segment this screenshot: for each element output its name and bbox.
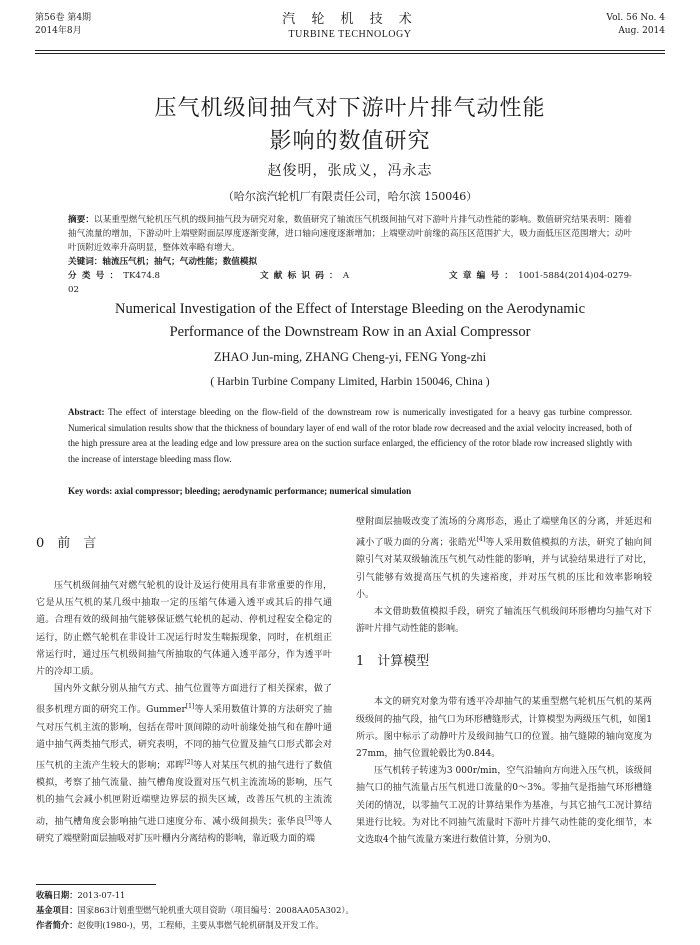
- paragraph-text: 国内外文献分别从抽气方式、抽气位置等方面进行了相关探索，做了很多机理方面的研究工作。Gummer: [36, 684, 332, 716]
- citation-ref: [2]: [184, 759, 193, 767]
- article-label: 文章编号：: [449, 271, 519, 281]
- affiliation-en: ( Harbin Turbine Company Limited, Harbin 150046, China ): [210, 376, 490, 388]
- keywords-en: [68, 486, 632, 496]
- header-date-cn: 2014年8月: [35, 26, 82, 36]
- abstract-cn-text: 以某重型燃气轮机压气机的级间抽气段为研究对象，数值研究了轴流压气机级间抽气对下游叶片排气动性能的影响。数值研究结果表明：随着抽气流量的增加，下游动叶上端壁附面层厚度逐渐变薄，进口轴向速度逐渐增加；上端壁动叶前缘的高压区范围扩大，吸力面低压区范围增大；动叶叶顶附近效率升高明显，整体效率略有增大。: [68, 215, 632, 253]
- title-cn-line2: 影响的数值研究: [269, 129, 431, 154]
- header-vol-no: Vol. 56 No. 4: [606, 13, 665, 23]
- citation-ref: [3]: [304, 814, 314, 822]
- received-date: 2013-07-11: [77, 890, 126, 900]
- abstract-cn: [68, 213, 632, 297]
- citation-ref: [4]: [476, 536, 486, 544]
- abstract-cn-label: 摘要：: [68, 215, 95, 225]
- keywords-en-text: axial compressor; bleeding; aerodynamic performance; numerical simulation: [114, 486, 412, 496]
- affiliation-cn: （哈尔滨汽轮机厂有限责任公司，哈尔滨 150046）: [222, 190, 478, 203]
- abstract-en-label: Abstract:: [68, 407, 105, 417]
- received-label: 收稿日期：: [36, 890, 78, 900]
- paper-title-cn: [0, 92, 700, 158]
- body-column-right: [356, 514, 652, 849]
- body-paragraph: 本文的研究对象为带有透平冷却抽气的某重型燃气轮机压气机的某两级级间的抽气段，抽气口为环形槽缝形式，计算模型为两级压气机，如图1所示。图中标示了动静叶片及级间抽气口的位置。抽气缝隙的轴向宽度为27mm，抽气位置轮毂比为0.844。: [356, 697, 652, 760]
- classification-line: [68, 269, 632, 297]
- authors-cn: 赵俊明，张成义，冯永志: [267, 163, 433, 179]
- paragraph-text: 等人对某压气机的抽气进行了数值模拟，考察了抽气流量、抽气槽角度设置对压气机主流流场的影响，压气机的抽气会减小机匣附近端壁边界层的损失区域，改善压气机的主流流动，抽气槽角度会影响抽气进口速度分布、减小级间损失；张华良: [36, 761, 332, 827]
- body-paragraph: [356, 514, 652, 604]
- body-paragraph: 压气机转子转速为3 000r/min，空气沿轴向方向进入压气机，该级间抽气口的抽气流量占压气机进口流量的0～3%。零抽气是指抽气环形槽缝关闭的情况，以零抽气工况的计算结果作为基准，与其它抽气工况计算结果进行比较。为对比不同抽气流量时下游叶片排气动性能的变化细节，本文选取4个抽气流量方案进行数值计算，分别为0、: [356, 766, 652, 846]
- header-rule-thin: [35, 53, 665, 54]
- keywords-en-label: Key words:: [68, 486, 113, 496]
- body-column-left: [36, 514, 332, 848]
- header-date-en: Aug. 2014: [618, 26, 665, 36]
- footnotes: [36, 888, 665, 933]
- section-heading-model: 1 计算模型: [356, 654, 430, 670]
- fund-text: 国家863计划重型燃气轮机重大项目资助（项目编号：2008AA05A302）。: [77, 905, 354, 915]
- abstract-en-text: The effect of interstage bleeding on the flow-field of the downstream row is numerically investigated for a heavy gas turbine compressor. Numerical simulation results show that the thickness of boundary layer of end wall of the rotor blade row decreased and the axial velocity increased, both of the high pressure area at the leading edge and low pressure area on the suction surface enlarged, the efficiency of the rotor blade row increased slightly with the increase of interstage bleeding mass flow.: [68, 407, 632, 464]
- title-cn-line1: 压气机级间抽气对下游叶片排气动性能: [154, 96, 546, 121]
- abstract-en: [68, 405, 632, 467]
- citation-ref: [1]: [185, 703, 195, 711]
- paragraph-text: 等人采用数值模拟的方法，研究了轴向间隙引气对某双级轴流压气机气动性能的影响，并与试验结果进行了对比，引气能够有效提高压气机的失速裕度，并对压气机的压比和效率影响较小。: [356, 538, 652, 600]
- body-paragraph: 本文借助数值模拟手段，研究了轴流压气机级间环形槽均匀抽气对下游叶片排气动性能的影响。: [356, 607, 652, 635]
- author-bio-label: 作者简介：: [36, 920, 78, 930]
- section-heading-introduction: 0 前 言: [36, 536, 97, 551]
- author-bio-text: 赵俊明(1980-)，男，工程师，主要从事燃气轮机研制及开发工作。: [77, 920, 324, 930]
- keywords-cn: 轴流压气机；抽气；气动性能；数值模拟: [102, 257, 258, 267]
- paper-title-en: [0, 298, 700, 344]
- doc-label: 文献标识码：: [259, 271, 343, 281]
- doc-value: A: [342, 271, 350, 281]
- body-paragraph: 压气机级间抽气对燃气轮机的设计及运行使用具有非常重要的作用，它是从压气机的某几级中抽取一定的压缩气体通入透平或其后的排气通道。合理有效的级间抽气能够保证燃气轮机的起动、停机过程安全稳定的运行，防止燃气轮机在非设计工况运行时发生喘振现象，同时，在机组正常运行时，通过压气机级间抽气所抽取的气体通入透平部分，作为透平叶片的冷却工质。: [36, 581, 332, 678]
- body-paragraph: [36, 681, 332, 848]
- title-en-line1: Numerical Investigation of the Effect of Interstage Bleeding on the Aerodynamic: [114, 301, 586, 317]
- footnote-rule: [36, 884, 156, 885]
- header-vol-en: [606, 12, 665, 38]
- class-label: 分类号：: [68, 271, 124, 281]
- paragraph-text: 等人采用数值计算的方法研究了抽气对压气机主流的影响，包括在带叶顶间隙的动叶前缘处抽气和在静叶通道中抽气两类抽气形式，研究表明，不同的抽气位置及抽气口形式都会对压气机的主流产生较大的影响；邓晖: [36, 705, 332, 772]
- article-value: 1001-5884(2014)04-0279-02: [68, 271, 632, 295]
- fund-label: 基金项目：: [36, 905, 78, 915]
- footnote-received: [36, 888, 665, 903]
- title-en-line2: Performance of the Downstream Row in an Axial Compressor: [169, 324, 531, 340]
- authors-en: ZHAO Jun-ming, ZHANG Cheng-yi, FENG Yong-zhi: [213, 350, 487, 364]
- header-volume-issue: 第56卷 第4期: [35, 13, 92, 23]
- keywords-cn-label: 关键词：: [68, 257, 103, 267]
- footnote-fund: [36, 903, 665, 918]
- journal-name-en: TURBINE TECHNOLOGY: [288, 29, 412, 40]
- header-rule-thick: [35, 50, 665, 51]
- class-value: TK474.8: [123, 271, 161, 281]
- footnote-author: [36, 918, 665, 933]
- header-journal: [35, 12, 665, 41]
- paragraph-text: 等人研究了端壁附面层抽吸对扩压叶栅内分离结构的影响，靠近吸力面的端: [36, 816, 332, 844]
- journal-name-cn: 汽 轮 机 技 术: [282, 12, 418, 27]
- paragraph-text: 壁附面层抽吸改变了流场的分离形态，遏止了端壁角区的分离，并延迟和减小了吸力面的分离；张皓光: [356, 517, 652, 549]
